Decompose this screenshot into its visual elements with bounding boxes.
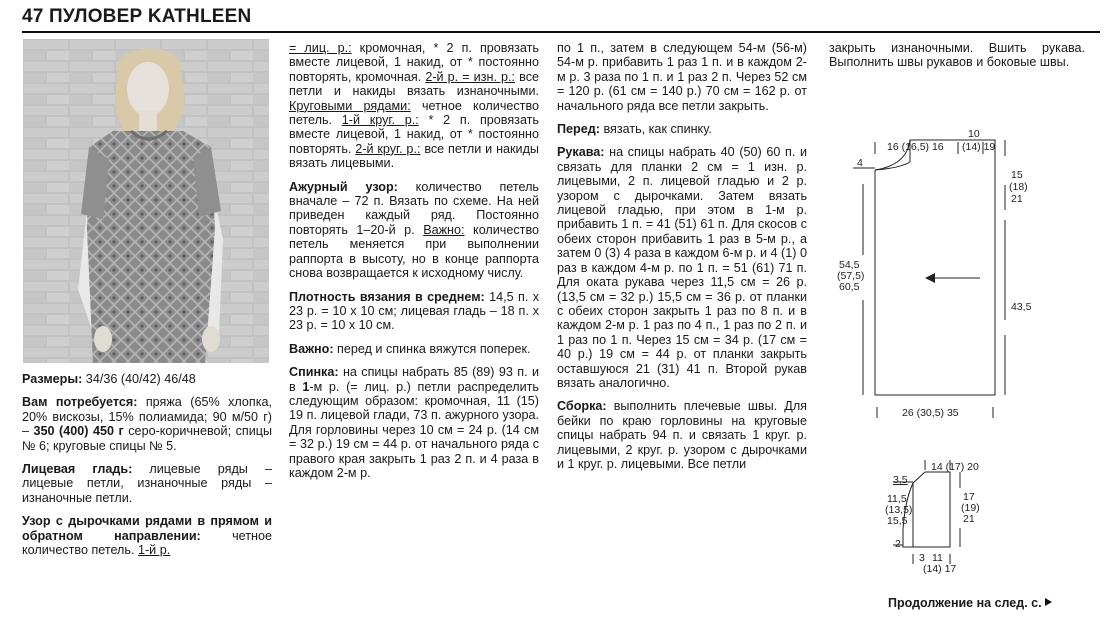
materials-text: пряжа (65% хлопка, 20% вискозы, 15% полиамида; 90 м/50 г) –: [22, 395, 273, 439]
sleeve-right-3: 21: [963, 513, 975, 525]
assembly-text: выполнить плечевые швы. Для бейки по краю горловины на круговые спицы набрать 94 п. и связать 1 круг. р. лицевыми, 2 круг. р. узором с дырочками и 1 круг. р. лицевыми. Все петли: [557, 399, 807, 471]
eyelet-row1-text: кромочная, * 2 п. провязать вместе лицевой, 1 накид, от * постоянно повторять, кромочная.: [289, 41, 539, 84]
back-text: на спицы набрать 85 (89) 93 п. и в: [289, 365, 539, 394]
page-title: 47 ПУЛОВЕР KATHLEEN: [22, 6, 252, 27]
eyelet-label: Узор с дырочками рядами в прямом и обратном направлении:: [22, 514, 272, 543]
back-paragraph: [289, 365, 539, 480]
eyelet-row2-text: все петли и накиды вязать изнаночными.: [289, 69, 539, 99]
sleeve-right-1: 17: [963, 491, 975, 503]
body-left-mid-3: 60,5: [839, 281, 860, 293]
gauge-label: Плотность вязания в среднем:: [289, 289, 485, 304]
sleeves-paragraph: [557, 145, 807, 390]
sizes-label: Размеры:: [22, 372, 83, 386]
sleeve-left-top: 3,5: [893, 474, 908, 486]
sizes-value: 34/36 (40/42) 46/48: [82, 372, 196, 386]
materials-text-2: серо-коричневой; спицы № 6; круговые спицы № 5.: [22, 424, 272, 453]
sleeve-bottom-2: (14) 17: [923, 563, 957, 575]
eyelet-row1-def: = лиц. р.:: [289, 41, 352, 55]
sleeve-right-2: (19): [961, 502, 980, 514]
eyelet-round1-text: * 2 п. провязать вместе лицевой, 1 накид, от * постоянно повторять.: [289, 113, 539, 156]
sleeves-text: на спицы набрать 40 (50) 60 п. и связать для планки 2 см = 1 изн. р. лицевыми, 2 п. лицевой гладью и 2 р. узором с дырочками. Затем вязать лицевой гладью, при этом в 1-м р. прибавить 1 п. = 41 (51) 61 п. Для скосов с обеих сторон прибавить 1 раз в 5-м р., а затем 0 (3) 4 раза в каждом 6-м р. и 4 (1) 0 раз в каждом 4-м р. по 1 п. = 51 (61) 71 п. Для оката рукава через 11,5 см = 26 р. (13,5 см = 32 р.) 15,5 см = 36 р. от планки с обеих сторон закрыть 1 раз по 8 п. и в каждом 2-м р. 1 раз по 4 п., 1 раз по 2 п. и 1 раз по 1 п. Через 15 см = 34 р. (17 см = 40 р.) 19 см = 44 р. от планки закрыть оставшуюся 21 (31) 41 п. Второй рукав вязать аналогично.: [557, 145, 807, 390]
lace-text-2: количество петель меняется при выполнении раппорта в высоту, но в конце раппорта снова возвращается к исходному числу.: [289, 222, 539, 281]
assembly-paragraph: [557, 399, 807, 471]
materials-paragraph: [22, 395, 272, 453]
continue-label: Продолжение на след. с.: [888, 596, 1042, 610]
body-bottom-label: 26 (30,5) 35: [902, 407, 959, 419]
body-notch-label: 4: [857, 157, 863, 169]
sleeve-top-label: 14 (17) 20: [931, 461, 979, 473]
body-right-mid: 43,5: [1011, 301, 1032, 313]
eyelet-text: четное количество петель.: [22, 528, 272, 558]
model-photo: [23, 39, 269, 363]
sleeves-label: Рукава:: [557, 145, 605, 160]
title-rule: [22, 31, 1100, 33]
body-left-mid-2: (57,5): [837, 270, 865, 282]
sleeve-bottom-small: 3: [919, 552, 925, 564]
assembly-continued-paragraph: закрыть изнаночными. Вшить рукава. Выполнить швы рукавов и боковые швы.: [829, 41, 1085, 70]
body-left-mid-1: 54,5: [839, 259, 860, 271]
sleeve-left-mid-2: (13,5): [885, 504, 913, 516]
lace-text: количество петель вначале – 72 п. Вязать по схеме. На ней приведен каждый ряд. Постоянно повторять 1–20-й р.: [289, 179, 539, 237]
body-right-top-3: 21: [1011, 193, 1023, 205]
sleeve-left-mid-3: 15,5: [887, 515, 908, 527]
body-top-left-label: 16 (16,5) 16: [887, 141, 944, 153]
body-right-top-2: (18): [1009, 181, 1028, 193]
back-continued-paragraph: по 1 п., затем в следующем 54-м (56-м) 54-м р. прибавить 1 раз 1 п. и в каждом 2-м р. 3 раза по 1 п. и 1 раз 2 п. Через 52 см = 120 р. (61 см = 140 р.) 70 см = 162 р. от начального ряда все петли закрыть.: [557, 41, 807, 113]
column-3: [557, 41, 807, 480]
materials-weight: 350 (400) 450 г: [33, 424, 124, 439]
stockinette-text: лицевые ряды – лицевые петли, изнаночные ряды – изнаночные петли.: [22, 462, 272, 505]
direction-arrow-icon: [925, 273, 935, 283]
note-label: Важно:: [289, 341, 334, 356]
assembly-label: Сборка:: [557, 399, 607, 414]
front-label: Перед:: [557, 122, 600, 137]
column-4: [829, 41, 1085, 79]
continue-link[interactable]: [888, 596, 1052, 610]
sleeve-bottom-1: 11: [932, 552, 943, 564]
continue-arrow-icon: [1045, 598, 1052, 606]
sleeve-left-bottom: 2: [895, 538, 901, 550]
back-row1: 1: [302, 379, 310, 394]
eyelet-round-text: четное количество петель.: [289, 98, 539, 128]
gauge-text: 14,5 п. х 23 р. = 10 х 10 см; лицевая гладь – 18 п. х 23 р. = 10 х 10 см.: [289, 289, 539, 333]
body-right-top-1: 15: [1011, 169, 1023, 181]
column-1: [22, 372, 272, 566]
eyelet-round2-text: все петли и накиды вязать лицевыми.: [289, 141, 539, 171]
column-2: [289, 41, 539, 489]
materials-label: Вам потребуется:: [22, 395, 138, 410]
eyelet-continued-paragraph: [289, 41, 539, 171]
stockinette-label: Лицевая гладь:: [22, 462, 133, 477]
eyelet-row2-def: 2-й р. = изн. р.:: [425, 69, 516, 84]
note-text: перед и спинка вяжутся поперек.: [333, 341, 531, 356]
note-paragraph: [289, 342, 539, 356]
front-text: вязать, как спинку.: [599, 122, 712, 137]
front-paragraph: [557, 122, 807, 136]
lace-label: Ажурный узор:: [289, 179, 398, 194]
lace-important: Важно:: [423, 222, 465, 237]
lace-paragraph: [289, 180, 539, 281]
back-label: Спинка:: [289, 365, 339, 380]
eyelet-round1-def: 1-й круг. р.:: [341, 113, 419, 128]
sizes-paragraph: [22, 372, 272, 386]
schematics: [835, 120, 1100, 600]
sleeve-left-mid-1: 11,5: [887, 493, 907, 505]
eyelet-round-def: Круговыми рядами:: [289, 98, 411, 113]
back-text-2: -м р. (= лиц. р.) петли распределить следующим образом: кромочная, 11 (15) 19 п. лицевой глади, 73 п. ажурного узора. Для горловины через 10 см = 24 р. (14 см = 32 р.) 19 см = 44 р. от начального ряда с правого края закрыть 1 раз 2 п. и 4 раза в каждом 2-м р.: [289, 379, 539, 480]
gauge-paragraph: [289, 290, 539, 333]
eyelet-row1: 1-й р.: [137, 543, 171, 558]
stockinette-paragraph: [22, 462, 272, 505]
body-top-neck-top-label: 10: [968, 128, 980, 140]
body-top-neck-label: (14) 19: [962, 141, 996, 153]
eyelet-paragraph: [22, 514, 272, 557]
eyelet-round2-def: 2-й круг. р.:: [355, 141, 421, 156]
